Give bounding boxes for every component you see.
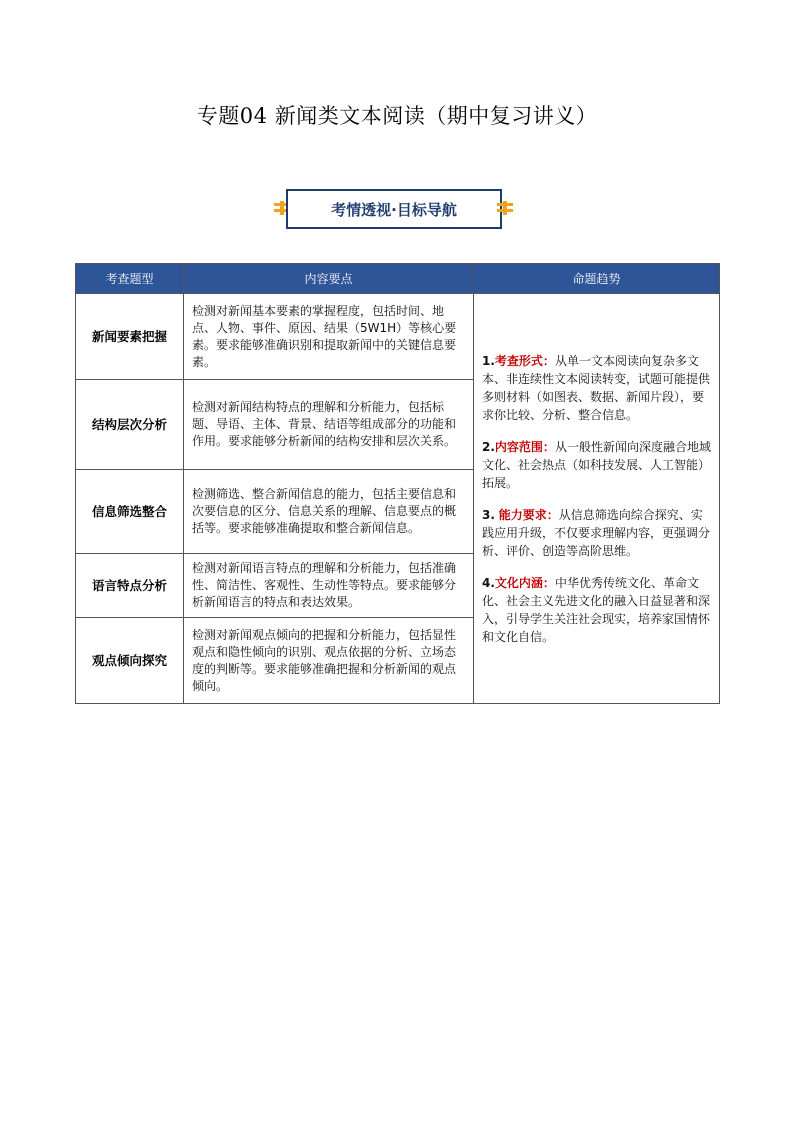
right-decoration-icon xyxy=(497,203,513,215)
row-type: 新闻要素把握 xyxy=(76,294,184,380)
header-type: 考查题型 xyxy=(76,264,184,294)
row-content: 检测对新闻基本要素的掌握程度，包括时间、地点、人物、事件、原因、结果（5W1H）等核心要素。要求能够准确识别和提取新闻中的关键信息要素。 xyxy=(184,294,474,380)
row-type: 语言特点分析 xyxy=(76,554,184,618)
trend-item: 1.考查形式：从单一文本阅读向复杂多文本、非连续性文本阅读转变，试题可能提供多则材料（如图表、数据、新闻片段），要求你比较、分析、整合信息。 xyxy=(482,353,711,422)
row-content: 检测对新闻观点倾向的把握和分析能力，包括显性观点和隐性倾向的识别、观点依据的分析、立场态度的判断等。要求能够准确把握和分析新闻的观点倾向。 xyxy=(184,618,474,704)
row-content: 检测对新闻结构特点的理解和分析能力，包括标题、导语、主体、背景、结语等组成部分的功能和作用。要求能够分析新闻的结构安排和层次关系。 xyxy=(184,380,474,470)
row-content: 检测筛选、整合新闻信息的能力，包括主要信息和次要信息的区分、信息关系的理解、信息要点的概括等。要求能够准确提取和整合新闻信息。 xyxy=(184,470,474,554)
table-row xyxy=(76,294,720,380)
trend-item: 2.内容范围：从一般性新闻向深度融合地域文化、社会热点（如科技发展、人工智能）拓展。 xyxy=(482,439,711,490)
row-type: 结构层次分析 xyxy=(76,380,184,470)
trend-cell xyxy=(474,294,720,704)
banner-label: 考情透视·目标导航 xyxy=(331,200,457,219)
table-header-row xyxy=(76,264,720,294)
header-content: 内容要点 xyxy=(184,264,474,294)
row-type: 信息筛选整合 xyxy=(76,470,184,554)
trend-item: 4.文化内涵：中华优秀传统文化、革命文化、社会主义先进文化的融入日益显著和深入，引导学生关注社会现实，培养家国情怀和文化自信。 xyxy=(482,575,711,644)
section-banner xyxy=(286,189,502,229)
row-content: 检测对新闻语言特点的理解和分析能力，包括准确性、简洁性、客观性、生动性等特点。要求能够分析新闻语言的特点和表达效果。 xyxy=(184,554,474,618)
trend-item: 3. 能力要求：从信息筛选向综合探究、实践应用升级，不仅要求理解内容，更强调分析、评价、创造等高阶思维。 xyxy=(482,507,711,558)
page-title: 专题04 新闻类文本阅读（期中复习讲义） xyxy=(196,104,598,128)
row-type: 观点倾向探究 xyxy=(76,618,184,704)
exam-overview-table xyxy=(75,263,720,704)
header-trend: 命题趋势 xyxy=(474,264,720,294)
